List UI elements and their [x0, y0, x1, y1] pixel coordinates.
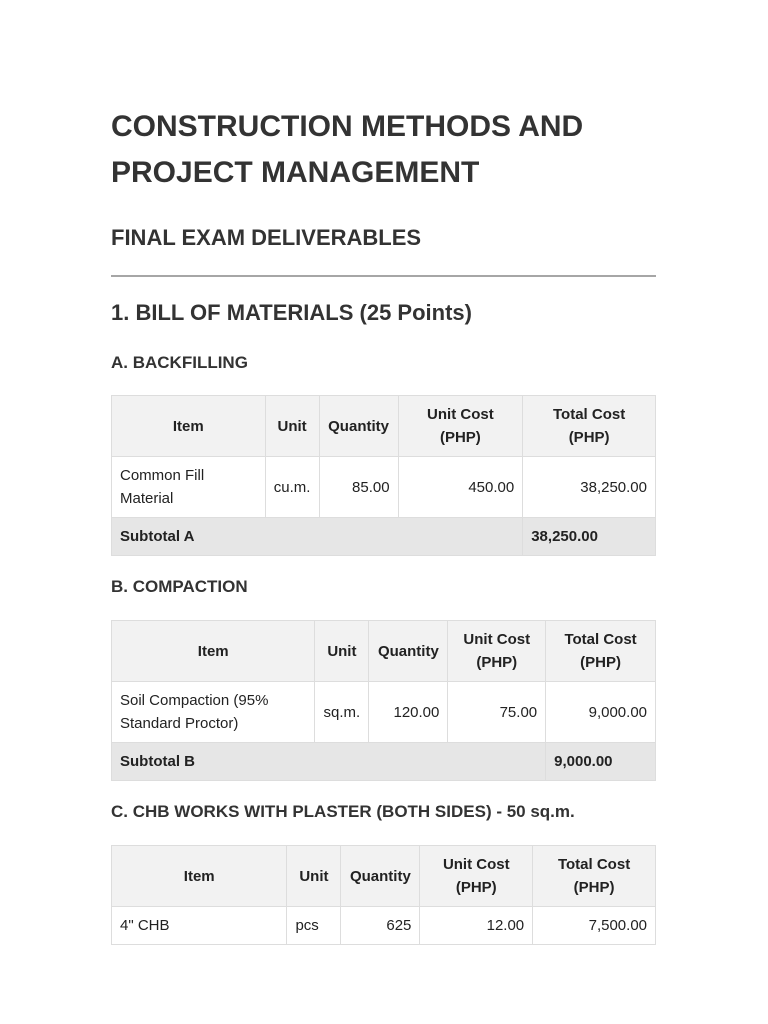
title-line-2: PROJECT MANAGEMENT: [111, 156, 480, 189]
section-heading: 1. BILL OF MATERIALS (25 Points): [111, 300, 472, 325]
subtotal-label: Subtotal B: [112, 743, 546, 781]
header-item: Item: [112, 846, 287, 907]
cell-unit: sq.m.: [315, 682, 369, 743]
cell-unit: pcs: [287, 907, 341, 945]
header-unit: Unit: [265, 396, 319, 457]
chb-works-heading: C. CHB WORKS WITH PLASTER (BOTH SIDES) - 50 sq.m.: [111, 802, 575, 821]
header-unit-cost: Unit Cost (PHP): [398, 396, 523, 457]
header-item: Item: [112, 396, 266, 457]
cell-quantity: 120.00: [369, 682, 448, 743]
cell-item: 4" CHB: [112, 907, 287, 945]
cell-total-cost: 9,000.00: [546, 682, 656, 743]
table-header-row: [112, 846, 656, 907]
backfilling-heading: A. BACKFILLING: [111, 353, 248, 372]
subtotal-row: [112, 518, 656, 556]
compaction-table: [111, 620, 656, 781]
cell-quantity: 85.00: [319, 457, 398, 518]
header-item: Item: [112, 621, 315, 682]
header-quantity: Quantity: [319, 396, 398, 457]
table-row: [112, 907, 656, 945]
table-row: [112, 682, 656, 743]
cell-unit-cost: 12.00: [420, 907, 533, 945]
backfilling-table: [111, 395, 656, 556]
cell-total-cost: 7,500.00: [533, 907, 656, 945]
cell-unit: cu.m.: [265, 457, 319, 518]
header-total-cost: Total Cost (PHP): [533, 846, 656, 907]
table-row: [112, 457, 656, 518]
header-total-cost: Total Cost (PHP): [523, 396, 656, 457]
header-quantity: Quantity: [341, 846, 420, 907]
header-unit-cost: Unit Cost (PHP): [448, 621, 546, 682]
header-total-cost: Total Cost (PHP): [546, 621, 656, 682]
header-unit-cost: Unit Cost (PHP): [420, 846, 533, 907]
document-title: [111, 104, 656, 196]
subtotal-value: 9,000.00: [546, 743, 656, 781]
cell-unit-cost: 75.00: [448, 682, 546, 743]
cell-item: Soil Compaction (95% Standard Proctor): [112, 682, 315, 743]
header-unit: Unit: [315, 621, 369, 682]
document-page: [111, 0, 656, 945]
chb-works-table: [111, 845, 656, 945]
title-line-1: CONSTRUCTION METHODS AND: [111, 110, 584, 143]
header-unit: Unit: [287, 846, 341, 907]
header-quantity: Quantity: [369, 621, 448, 682]
document-subtitle: FINAL EXAM DELIVERABLES: [111, 225, 422, 250]
cell-item: Common Fill Material: [112, 457, 266, 518]
subtotal-value: 38,250.00: [523, 518, 656, 556]
cell-total-cost: 38,250.00: [523, 457, 656, 518]
subtotal-label: Subtotal A: [112, 518, 523, 556]
cell-quantity: 625: [341, 907, 420, 945]
cell-unit-cost: 450.00: [398, 457, 523, 518]
subtotal-row: [112, 743, 656, 781]
table-header-row: [112, 621, 656, 682]
divider: [111, 275, 656, 277]
table-header-row: [112, 396, 656, 457]
compaction-heading: B. COMPACTION: [111, 577, 248, 596]
